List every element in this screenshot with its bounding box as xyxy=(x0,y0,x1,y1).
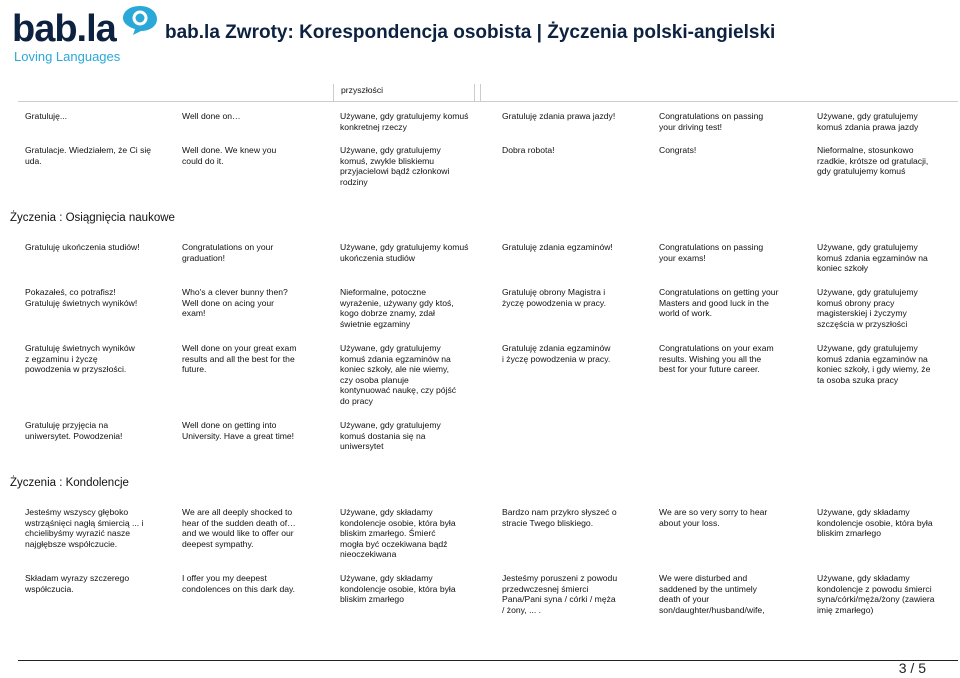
footer-divider xyxy=(18,660,958,661)
divider xyxy=(18,101,958,102)
cell-polish: Gratuluję zdania prawa jazdy! xyxy=(502,111,616,121)
cell-polish: Gratuluję... xyxy=(25,111,68,121)
column-divider xyxy=(474,84,475,102)
cell-usage: Używane, gdy gratulujemy komuś zdania prawa jazdy xyxy=(817,111,919,132)
cell-polish: Dobra robota! xyxy=(502,145,555,155)
cell-usage: Używane, gdy gratulujemy komuś, zwykle bliskiemu przyjacielowi bądź członkowi rodziny xyxy=(340,145,450,187)
cell-polish: Składam wyrazy szczerego współczucia. xyxy=(25,573,130,594)
cell-english: Congratulations on getting your Masters and good luck in the world of work. xyxy=(659,287,779,319)
cell-english: Congratulations on passing your driving test! xyxy=(659,111,764,132)
section-heading: Życzenia : Osiągnięcia naukowe xyxy=(10,212,175,224)
cell-english: Well done on… xyxy=(182,111,241,121)
cell-polish: Gratuluję świetnych wyników z egzaminu i życzę powodzenia w przyszłości. xyxy=(25,343,135,375)
top-row-cell: przyszłości xyxy=(341,85,384,95)
cell-english: Congrats! xyxy=(659,145,697,155)
cell-polish: Jesteśmy wszyscy głęboko wstrząśnięci nagłą śmiercią ... i chcielibyśmy wyrazić nasze najgłębsze współczucie. xyxy=(25,507,144,549)
cell-usage: Używane, gdy składamy kondolencje osobie, która była bliskim zmarłego. Śmierć mogła być oczekiwana bądź nieoczekiwana xyxy=(340,507,456,560)
cell-english: Well done. We knew you could do it. xyxy=(182,145,277,166)
cell-english: Congratulations on your graduation! xyxy=(182,242,274,263)
cell-polish: Pokazałeś, co potrafisz! Gratuluję świetnych wyników! xyxy=(25,287,138,308)
cell-english: Congratulations on your exam results. Wishing you all the best for your future career. xyxy=(659,343,774,375)
babla-logo[interactable] xyxy=(12,4,162,70)
page-title: bab.la Zwroty: Korespondencja osobista | Życzenia polski-angielski xyxy=(165,22,776,43)
cell-english: Congratulations on passing your exams! xyxy=(659,242,764,263)
cell-usage: Nieformalne, stosunkowo rzadkie, krótsze od gratulacji, gdy gratulujemy komuś xyxy=(817,145,929,177)
column-divider xyxy=(333,84,334,102)
cell-polish: Gratuluję zdania egzaminów i życzę powodzenia w pracy. xyxy=(502,343,611,364)
cell-usage: Używane, gdy gratulujemy komuś konkretnej rzeczy xyxy=(340,111,469,132)
cell-english: I offer you my deepest condolences on this dark day. xyxy=(182,573,296,594)
cell-polish: Gratuluję ukończenia studiów! xyxy=(25,242,140,252)
logo-tagline: Loving Languages xyxy=(14,49,121,64)
cell-usage: Używane, gdy gratulujemy komuś ukończenia studiów xyxy=(340,242,469,263)
cell-english: Who's a clever bunny then? Well done on acing your exam! xyxy=(182,287,288,319)
cell-english: We are all deeply shocked to hear of the sudden death of…and we would like to offer our deepest sympathy. xyxy=(182,507,296,549)
cell-polish: Gratulacje. Wiedziałem, że Ci się uda. xyxy=(25,145,152,166)
section-heading: Życzenia : Kondolencje xyxy=(10,477,129,489)
speech-bubble-icon xyxy=(120,4,160,36)
cell-english: Well done on getting into University. Have a great time! xyxy=(182,420,295,441)
cell-usage: Używane, gdy gratulujemy komuś obrony pracy magisterskiej i życzymy szczęścia w przyszłości xyxy=(817,287,918,329)
cell-polish: Gratuluję zdania egzaminów! xyxy=(502,242,613,252)
cell-polish: Gratuluję przyjęcia na uniwersytet. Powodzenia! xyxy=(25,420,123,441)
cell-polish: Gratuluję obrony Magistra i życzę powodzenia w pracy. xyxy=(502,287,606,308)
cell-usage: Używane, gdy składamy kondolencje osobie, która była bliskim zmarłego xyxy=(817,507,933,539)
column-divider xyxy=(480,84,481,102)
cell-usage: Używane, gdy gratulujemy komuś zdania egzaminów na koniec szkoły, i gdy wiemy, że ta osoba szuka pracy xyxy=(817,343,931,385)
cell-usage: Nieformalne, potoczne wyrażenie, używany gdy ktoś, kogo dobrze znamy, zdał świetnie egzaminy xyxy=(340,287,454,329)
cell-usage: Używane, gdy składamy kondolencje z powodu śmierci syna/córki/męża/żony (zawiera imię zmarłego) xyxy=(817,573,935,615)
cell-usage: Używane, gdy gratulujemy komuś zdania egzaminów na koniec szkoły xyxy=(817,242,928,274)
logo-text: bab.la xyxy=(12,8,116,50)
cell-usage: Używane, gdy gratulujemy komuś dostania się na uniwersytet xyxy=(340,420,441,452)
cell-usage: Używane, gdy gratulujemy komuś zdania egzaminów na koniec szkoły, ale nie wiemy, czy osoba planuje kontynuować naukę, czy pójść do pracy xyxy=(340,343,457,406)
cell-polish: Bardzo nam przykro słyszeć o stracie Twego bliskiego. xyxy=(502,507,617,528)
page-number: 3 / 5 xyxy=(898,660,926,676)
cell-english: We are so very sorry to hear about your loss. xyxy=(659,507,768,528)
cell-polish: Jesteśmy poruszeni z powodu przedwczesnej śmierci Pana/Pani syna / córki / męża / żony, ... . xyxy=(502,573,618,615)
cell-english: Well done on your great exam results and all the best for the future. xyxy=(182,343,297,375)
cell-usage: Używane, gdy składamy kondolencje osobie, która była bliskim zmarłego xyxy=(340,573,456,605)
cell-english: We were disturbed and saddened by the untimely death of your son/daughter/husband/wife, xyxy=(659,573,765,615)
